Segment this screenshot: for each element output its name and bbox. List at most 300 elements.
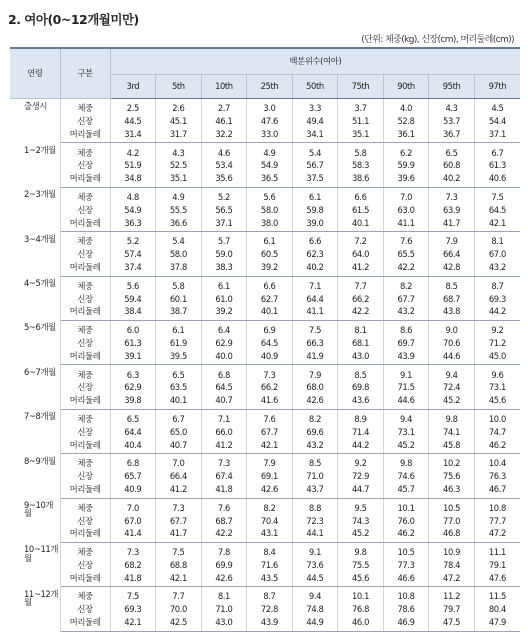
measure-label: 머리둘레 (60, 350, 110, 365)
section-title: 2. 여아(0~12개월미만) (8, 12, 139, 27)
table-cell: 44.5 (292, 572, 338, 587)
table-cell: 66.2 (247, 381, 293, 394)
table-cell: 10.2 (429, 454, 475, 470)
measure-label: 머리둘레 (60, 261, 110, 276)
table-cell: 67.0 (110, 514, 156, 527)
table-cell: 39.2 (247, 261, 293, 276)
table-cell: 46.9 (383, 616, 429, 631)
table-cell: 8.5 (338, 365, 384, 381)
table-row (10, 426, 520, 439)
table-cell: 41.1 (292, 305, 338, 320)
age-group-label: 2~3개월 (10, 187, 60, 231)
table-cell: 68.0 (292, 381, 338, 394)
table-cell: 47.2 (429, 572, 475, 587)
table-cell: 7.3 (429, 187, 475, 203)
table-cell: 76.3 (474, 470, 520, 483)
table-cell: 69.6 (292, 426, 338, 439)
table-cell: 45.0 (474, 350, 520, 365)
table-cell: 6.6 (247, 276, 293, 292)
table-cell: 70.4 (247, 514, 293, 527)
age-group-label: 10~11개월 (10, 542, 60, 586)
table-cell: 39.0 (292, 216, 338, 231)
table-cell: 39.1 (110, 350, 156, 365)
table-cell: 7.1 (201, 409, 247, 425)
table-cell: 37.8 (156, 261, 202, 276)
table-cell: 44.5 (110, 115, 156, 128)
table-cell: 58.0 (156, 248, 202, 261)
table-row (10, 616, 520, 631)
table-cell: 33.0 (247, 128, 293, 143)
measure-label: 신장 (60, 292, 110, 305)
table-cell: 5.6 (110, 276, 156, 292)
table-cell: 54.4 (474, 115, 520, 128)
table-cell: 45.2 (429, 394, 475, 409)
table-cell: 41.8 (201, 483, 247, 498)
table-cell: 39.6 (383, 172, 429, 187)
table-cell: 59.0 (201, 248, 247, 261)
table-cell: 43.2 (292, 438, 338, 453)
measure-label: 체중 (60, 409, 110, 425)
table-cell: 61.9 (156, 337, 202, 350)
measure-label: 체중 (60, 187, 110, 203)
measure-label: 신장 (60, 115, 110, 128)
table-cell: 10.9 (429, 542, 475, 558)
table-cell: 69.7 (383, 337, 429, 350)
table-cell: 10.4 (474, 454, 520, 470)
measure-label: 신장 (60, 337, 110, 350)
table-cell: 5.2 (110, 232, 156, 248)
table-cell: 2.6 (156, 99, 202, 115)
measure-label: 머리둘레 (60, 438, 110, 453)
table-row (10, 365, 520, 381)
table-cell: 10.1 (383, 498, 429, 514)
table-cell: 49.4 (292, 115, 338, 128)
age-group-label: 출생시 (10, 99, 60, 143)
age-group-label: 6~7개월 (10, 365, 60, 409)
table-cell: 44.6 (383, 394, 429, 409)
table-cell: 46.6 (383, 572, 429, 587)
table-cell: 46.2 (474, 438, 520, 453)
header-percentile: 95th (429, 75, 475, 99)
table-row (10, 305, 520, 320)
table-cell: 41.2 (156, 483, 202, 498)
table-cell: 71.5 (383, 381, 429, 394)
table-cell: 7.1 (292, 276, 338, 292)
table-cell: 8.7 (247, 587, 293, 603)
table-cell: 44.2 (474, 305, 520, 320)
table-cell: 7.3 (156, 498, 202, 514)
table-cell: 8.7 (474, 276, 520, 292)
table-cell: 47.6 (474, 572, 520, 587)
table-cell: 34.1 (292, 128, 338, 143)
table-cell: 61.3 (110, 337, 156, 350)
table-cell: 7.3 (110, 542, 156, 558)
table-cell: 71.0 (201, 603, 247, 616)
table-cell: 45.2 (338, 527, 384, 542)
growth-percentile-table (10, 47, 520, 632)
table-cell: 42.2 (338, 305, 384, 320)
table-cell: 77.0 (429, 514, 475, 527)
header-percentile: 25th (247, 75, 293, 99)
table-cell: 7.3 (201, 454, 247, 470)
table-cell: 38.6 (338, 172, 384, 187)
table-cell: 6.7 (156, 409, 202, 425)
table-row (10, 261, 520, 276)
table-row (10, 216, 520, 231)
table-cell: 66.2 (338, 292, 384, 305)
table-cell: 10.5 (383, 542, 429, 558)
table-cell: 7.5 (110, 587, 156, 603)
table-cell: 8.6 (383, 320, 429, 336)
table-cell: 7.0 (156, 454, 202, 470)
table-cell: 76.0 (383, 514, 429, 527)
table-row (10, 381, 520, 394)
measure-label: 신장 (60, 514, 110, 527)
table-row (10, 542, 520, 558)
table-cell: 6.6 (338, 187, 384, 203)
table-cell: 5.7 (201, 232, 247, 248)
table-cell: 6.5 (110, 409, 156, 425)
table-cell: 44.2 (338, 438, 384, 453)
table-cell: 35.1 (156, 172, 202, 187)
table-cell: 63.5 (156, 381, 202, 394)
table-cell: 8.2 (292, 409, 338, 425)
table-cell: 8.2 (247, 498, 293, 514)
table-cell: 46.2 (383, 527, 429, 542)
table-cell: 40.9 (110, 483, 156, 498)
table-cell: 6.4 (201, 320, 247, 336)
table-cell: 72.9 (338, 470, 384, 483)
measure-label: 머리둘레 (60, 616, 110, 631)
table-cell: 10.5 (429, 498, 475, 514)
table-cell: 41.9 (292, 350, 338, 365)
table-cell: 65.0 (156, 426, 202, 439)
table-cell: 43.9 (247, 616, 293, 631)
measure-label: 머리둘레 (60, 394, 110, 409)
table-row (10, 172, 520, 187)
table-row (10, 248, 520, 261)
table-cell: 44.6 (429, 350, 475, 365)
table-cell: 35.6 (201, 172, 247, 187)
table-cell: 8.5 (429, 276, 475, 292)
table-cell: 5.8 (156, 276, 202, 292)
table-cell: 63.9 (429, 204, 475, 217)
table-cell: 6.9 (247, 320, 293, 336)
table-cell: 66.3 (292, 337, 338, 350)
table-cell: 71.4 (338, 426, 384, 439)
table-cell: 6.6 (292, 232, 338, 248)
table-cell: 42.6 (247, 483, 293, 498)
table-cell: 45.7 (383, 483, 429, 498)
table-cell: 47.6 (247, 115, 293, 128)
table-cell: 9.6 (474, 365, 520, 381)
table-cell: 74.1 (429, 426, 475, 439)
table-row (10, 320, 520, 336)
table-cell: 45.6 (474, 394, 520, 409)
table-cell: 40.6 (474, 172, 520, 187)
table-cell: 46.8 (429, 527, 475, 542)
table-cell: 61.3 (474, 159, 520, 172)
measure-label: 신장 (60, 381, 110, 394)
table-cell: 36.5 (247, 172, 293, 187)
age-group-label: 9~10개월 (10, 498, 60, 542)
table-cell: 67.7 (156, 514, 202, 527)
table-cell: 8.1 (338, 320, 384, 336)
table-cell: 68.7 (201, 514, 247, 527)
table-cell: 9.4 (292, 587, 338, 603)
table-cell: 36.1 (383, 128, 429, 143)
table-cell: 79.1 (474, 559, 520, 572)
table-cell: 40.1 (338, 216, 384, 231)
measure-label: 머리둘레 (60, 483, 110, 498)
table-cell: 69.9 (201, 559, 247, 572)
table-row (10, 527, 520, 542)
table-cell: 5.2 (201, 187, 247, 203)
age-group-label: 8~9개월 (10, 454, 60, 498)
table-row (10, 438, 520, 453)
measure-label: 체중 (60, 143, 110, 159)
table-cell: 40.1 (156, 394, 202, 409)
table-cell: 7.6 (383, 232, 429, 248)
table-cell: 53.7 (429, 115, 475, 128)
table-cell: 8.4 (247, 542, 293, 558)
age-group-label: 3~4개월 (10, 232, 60, 276)
measure-label: 머리둘레 (60, 527, 110, 542)
table-row (10, 159, 520, 172)
table-cell: 7.8 (201, 542, 247, 558)
table-cell: 37.1 (474, 128, 520, 143)
table-cell: 43.0 (338, 350, 384, 365)
table-row (10, 204, 520, 217)
table-cell: 62.9 (110, 381, 156, 394)
table-cell: 9.5 (338, 498, 384, 514)
table-cell: 59.4 (110, 292, 156, 305)
header-percentile: 50th (292, 75, 338, 99)
table-cell: 47.5 (429, 616, 475, 631)
table-cell: 40.2 (292, 261, 338, 276)
table-cell: 5.4 (292, 143, 338, 159)
age-group-label: 5~6개월 (10, 320, 60, 364)
table-cell: 71.0 (292, 470, 338, 483)
table-cell: 63.0 (383, 204, 429, 217)
table-cell: 39.8 (110, 394, 156, 409)
measure-label: 머리둘레 (60, 216, 110, 231)
table-cell: 69.8 (338, 381, 384, 394)
table-cell: 47.9 (474, 616, 520, 631)
header-percentile: 75th (338, 75, 384, 99)
table-cell: 58.3 (338, 159, 384, 172)
table-cell: 9.2 (474, 320, 520, 336)
table-cell: 73.1 (383, 426, 429, 439)
table-cell: 40.2 (429, 172, 475, 187)
table-cell: 38.4 (110, 305, 156, 320)
table-cell: 59.9 (383, 159, 429, 172)
table-cell: 40.7 (201, 394, 247, 409)
measure-label: 신장 (60, 603, 110, 616)
table-cell: 46.7 (474, 483, 520, 498)
table-cell: 37.5 (292, 172, 338, 187)
table-cell: 38.3 (201, 261, 247, 276)
measure-label: 체중 (60, 498, 110, 514)
table-cell: 36.6 (156, 216, 202, 231)
table-cell: 69.3 (110, 603, 156, 616)
table-cell: 36.7 (429, 128, 475, 143)
measure-label: 신장 (60, 159, 110, 172)
table-cell: 6.7 (474, 143, 520, 159)
table-cell: 61.0 (201, 292, 247, 305)
table-cell: 68.7 (429, 292, 475, 305)
table-cell: 64.0 (338, 248, 384, 261)
header-percentile-group: 백분위수(여아) (110, 48, 520, 75)
measure-label: 신장 (60, 248, 110, 261)
table-cell: 9.8 (338, 542, 384, 558)
table-cell: 54.9 (247, 159, 293, 172)
header-percentile: 90th (383, 75, 429, 99)
table-cell: 37.4 (110, 261, 156, 276)
table-cell: 78.4 (429, 559, 475, 572)
table-cell: 61.5 (338, 204, 384, 217)
table-cell: 40.0 (201, 350, 247, 365)
table-cell: 44.9 (292, 616, 338, 631)
table-cell: 42.8 (429, 261, 475, 276)
table-cell: 40.7 (156, 438, 202, 453)
table-cell: 9.0 (429, 320, 475, 336)
table-cell: 7.5 (292, 320, 338, 336)
table-cell: 41.1 (383, 216, 429, 231)
table-cell: 62.7 (247, 292, 293, 305)
table-cell: 60.8 (429, 159, 475, 172)
age-group-label: 11~12개월 (10, 587, 60, 631)
table-cell: 6.5 (429, 143, 475, 159)
table-cell: 10.8 (474, 498, 520, 514)
table-cell: 53.4 (201, 159, 247, 172)
table-cell: 42.6 (201, 572, 247, 587)
measure-label: 체중 (60, 276, 110, 292)
age-group-label: 1~2개월 (10, 143, 60, 187)
table-cell: 6.1 (292, 187, 338, 203)
table-cell: 37.1 (201, 216, 247, 231)
table-row (10, 470, 520, 483)
measure-label: 머리둘레 (60, 172, 110, 187)
measure-label: 체중 (60, 587, 110, 603)
header-percentile: 10th (201, 75, 247, 99)
table-cell: 62.3 (292, 248, 338, 261)
table-cell: 72.8 (247, 603, 293, 616)
table-cell: 39.5 (156, 350, 202, 365)
table-cell: 7.9 (292, 365, 338, 381)
table-row (10, 232, 520, 248)
table-cell: 80.4 (474, 603, 520, 616)
table-cell: 43.8 (429, 305, 475, 320)
table-cell: 43.0 (201, 616, 247, 631)
table-cell: 36.3 (110, 216, 156, 231)
table-cell: 6.3 (110, 365, 156, 381)
table-cell: 8.9 (338, 409, 384, 425)
table-cell: 42.1 (247, 438, 293, 453)
table-cell: 4.3 (429, 99, 475, 115)
table-row (10, 603, 520, 616)
table-cell: 5.6 (247, 187, 293, 203)
table-cell: 75.6 (429, 470, 475, 483)
table-cell: 42.2 (201, 527, 247, 542)
table-cell: 39.2 (201, 305, 247, 320)
table-cell: 42.1 (110, 616, 156, 631)
table-cell: 56.5 (201, 204, 247, 217)
table-cell: 31.4 (110, 128, 156, 143)
table-cell: 65.7 (110, 470, 156, 483)
table-row (10, 572, 520, 587)
table-cell: 47.2 (474, 527, 520, 542)
table-cell: 2.7 (201, 99, 247, 115)
table-cell: 3.0 (247, 99, 293, 115)
table-row (10, 454, 520, 470)
table-cell: 72.4 (429, 381, 475, 394)
table-cell: 7.6 (247, 409, 293, 425)
table-cell: 6.8 (110, 454, 156, 470)
table-cell: 6.8 (201, 365, 247, 381)
table-cell: 8.2 (383, 276, 429, 292)
table-cell: 8.1 (201, 587, 247, 603)
table-cell: 66.4 (429, 248, 475, 261)
table-cell: 11.5 (474, 587, 520, 603)
table-cell: 10.1 (338, 587, 384, 603)
table-cell: 9.4 (383, 409, 429, 425)
table-cell: 7.7 (156, 587, 202, 603)
table-cell: 66.0 (201, 426, 247, 439)
table-cell: 44.1 (292, 527, 338, 542)
table-cell: 9.4 (429, 365, 475, 381)
table-cell: 5.8 (338, 143, 384, 159)
table-cell: 7.9 (247, 454, 293, 470)
table-cell: 4.9 (156, 187, 202, 203)
table-cell: 42.6 (292, 394, 338, 409)
table-cell: 8.8 (292, 498, 338, 514)
table-cell: 43.1 (247, 527, 293, 542)
table-cell: 6.5 (156, 365, 202, 381)
table-cell: 59.8 (292, 204, 338, 217)
table-cell: 67.7 (247, 426, 293, 439)
table-row (10, 587, 520, 603)
header-measure: 구분 (60, 48, 110, 99)
table-cell: 78.6 (383, 603, 429, 616)
unit-note: (단위: 체중(kg), 신장(cm), 머리둘레(cm)) (361, 35, 514, 45)
header-age: 연령 (10, 48, 60, 99)
header-percentile: 3rd (110, 75, 156, 99)
measure-label: 머리둘레 (60, 572, 110, 587)
table-cell: 46.3 (429, 483, 475, 498)
table-cell: 74.8 (292, 603, 338, 616)
table-cell: 56.7 (292, 159, 338, 172)
measure-label: 신장 (60, 204, 110, 217)
table-cell: 71.6 (247, 559, 293, 572)
table-cell: 79.7 (429, 603, 475, 616)
table-cell: 7.0 (383, 187, 429, 203)
table-cell: 58.0 (247, 204, 293, 217)
table-cell: 6.0 (110, 320, 156, 336)
measure-label: 체중 (60, 365, 110, 381)
table-cell: 38.0 (247, 216, 293, 231)
table-cell: 69.3 (474, 292, 520, 305)
table-cell: 45.6 (338, 572, 384, 587)
table-cell: 10.8 (383, 587, 429, 603)
table-cell: 43.7 (292, 483, 338, 498)
table-cell: 7.0 (110, 498, 156, 514)
table-row (10, 498, 520, 514)
measure-label: 머리둘레 (60, 305, 110, 320)
table-cell: 73.6 (292, 559, 338, 572)
table-cell: 43.6 (338, 394, 384, 409)
table-cell: 32.2 (201, 128, 247, 143)
